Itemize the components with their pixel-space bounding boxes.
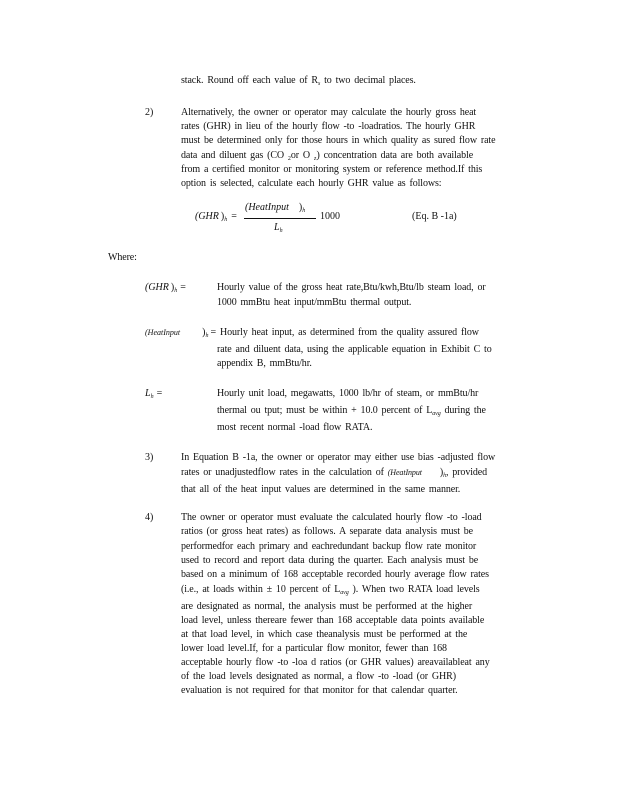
- equation-numerator: (HeatInput )$_h$: [245, 202, 306, 214]
- equation-lhs: (GHR )$_h$ =: [195, 211, 237, 223]
- item-3-number: 3): [145, 452, 154, 463]
- definition-load-line-3: most recent normal -load flow RATA.: [217, 422, 373, 433]
- definition-ghr-term: (GHR )$_h$ =: [145, 282, 186, 294]
- item-4-line-2: ratios (or gross heat rates) as follows. A separate data analysis must be: [181, 526, 474, 537]
- item-2-line-3: must be determined only for those hours in which quality as sured flow rate: [181, 135, 496, 146]
- item-3-line-1: In Equation B -1a, the owner or operator may either use bias -adjusted flow: [181, 452, 496, 463]
- item-4-line-1: The owner or operator must evaluate the calculated hourly flow -to -load: [181, 512, 482, 523]
- definition-load-line-1: Hourly unit load, megawatts, 1000 lb/hr of steam, or mmBtu/hr: [217, 388, 479, 399]
- item-2-line-4: data and diluent gas (CO $_2$or O $_z$) concentration data are both available: [181, 150, 474, 162]
- definition-ghr-line-2: 1000 mmBtu heat input/mmBtu thermal output.: [217, 297, 412, 308]
- item-4-line-11: acceptable hourly flow -to -loa d ratios (or GHR values) areavailableat any: [181, 657, 490, 668]
- item-4-line-10: lower load level.If, for a particular flow monitor, fewer than 168: [181, 643, 447, 654]
- equation-denominator: $L_h$: [274, 222, 283, 234]
- item-4-line-13: evaluation is not required for that monitor for that calendar quarter.: [181, 685, 458, 696]
- equation-fraction-bar: [244, 218, 316, 219]
- item-4-line-12: of the load levels designated as normal, a flow -to -load (or GHR): [181, 671, 456, 682]
- item-4-number: 4): [145, 512, 154, 523]
- where-label: Where:: [108, 252, 137, 263]
- item-2-number: 2): [145, 107, 154, 118]
- item-4-line-8: load level, unless thereare fewer than 168 acceptable data points available: [181, 615, 485, 626]
- definition-load-line-2: thermal ou tput; must be within + 10.0 percent of $L_{avg}$ during the: [217, 405, 486, 417]
- item-3-line-2: rates or unadjustedflow rates in the calculation of (HeatInput )$_h$, provided: [181, 467, 488, 479]
- definition-load-term: $L_h$ =: [145, 388, 163, 400]
- equation-multiplier: 1000: [320, 211, 340, 222]
- item-4-line-7: are designated as normal, the analysis must be performed at the higher: [181, 601, 473, 612]
- item-2-line-2: rates (GHR) in lieu of the hourly flow -to -loadratios. The hourly GHR: [181, 121, 476, 132]
- definition-heatinput-term: (HeatInput )$_h$ =: [145, 327, 217, 339]
- definition-heatinput-line-1: Hourly heat input, as determined from the quality assured flow: [220, 327, 479, 338]
- definition-heatinput-line-2: rate and diluent data, using the applicable equation in Exhibit C to: [217, 344, 492, 355]
- item-4-line-3: performedfor each primary and eachredundant backup flow rate monitor: [181, 541, 477, 552]
- item-4-line-6: (i.e., at loads within ± 10 percent of $L_{avg}$ ). When two RATA load levels: [181, 584, 480, 596]
- item-4-line-4: used to record and report data during the quarter. Each analysis must be: [181, 555, 479, 566]
- item-4-line-5: based on a minimum of 168 acceptable recorded hourly average flow rates: [181, 569, 489, 580]
- item-2-line-6: option is selected, calculate each hourly GHR value as follows:: [181, 178, 442, 189]
- item-2-line-1: Alternatively, the owner or operator may calculate the hourly gross heat: [181, 107, 477, 118]
- item-4-line-9: at that load level, in which case theanalysis must be performed at the: [181, 629, 468, 640]
- definition-heatinput-line-3: appendix B, mmBtu/hr.: [217, 358, 312, 369]
- definition-ghr-line-1: Hourly value of the gross heat rate,Btu/kwh,Btu/lb steam load, or: [217, 282, 486, 293]
- item-2-line-5: from a certified monitor or monitoring system or reference method.If this: [181, 164, 483, 175]
- item-3-line-3: that all of the heat input values are determined in the same manner.: [181, 484, 461, 495]
- paragraph-1-tail: stack. Round off each value of $R_s$ to two decimal places.: [181, 75, 416, 87]
- equation-label: (Eq. B -1a): [412, 211, 457, 222]
